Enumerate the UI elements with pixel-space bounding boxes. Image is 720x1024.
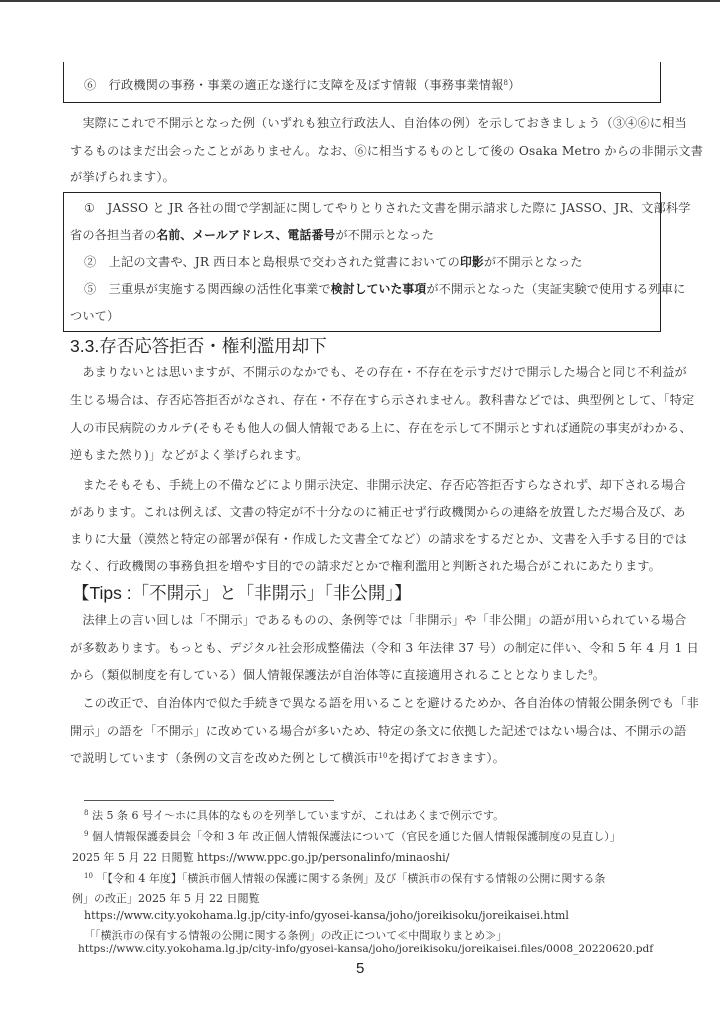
intro-line-2: するものはまだ出会ったことがありません。なお、⑥に相当するものとして後の Osaka Metro からの非開示文書: [70, 144, 704, 158]
example-1-line-1: ① JASSO と JR 各社の間で学割証に関してやりとりされた文書を開示請求した際に JASSO、JR、文部科学: [84, 201, 691, 215]
footnote-10-url-2[interactable]: https://www.city.yokohama.lg.jp/city-info/gyosei-kansa/joho/joreikisoku/joreikaisei.files/0008_20220620.pdf: [78, 943, 654, 955]
footnote-10-line-1: $^{10}$ 「【令和 4 年度】「横浜市個人情報の保護に関する条例」及び「横浜市の保有する情報の公開に関する条: [84, 872, 606, 885]
tips-p2-line-2: 開示」の語を「不開示」に改めている場合が多いため、特定の条文に依拠した記述ではない場合は、不開示の語: [70, 724, 687, 738]
tips-p2-line-1: この改正で、自治体内で似た手続きで異なる語を用いることを避けるためか、各自治体の情報公開条例でも「非: [70, 696, 699, 710]
s33-p2-line-2: があります。これは例えば、文書の特定が不十分なのに補正せず行政機関からの連絡を放置しただ場合及び、あ: [70, 505, 686, 519]
footnote-9-line-2[interactable]: 2025 年 5 月 22 日閲覧 https://www.ppc.go.jp/personalinfo/minaoshi/: [72, 851, 450, 864]
tips-p1-line-1: 法律上の言い回しは「不開示」であるものの、条例等では「非開示」や「非公開」の語が用いられている場合: [70, 613, 687, 627]
exemption-item-6: ⑥ 行政機関の事務・事業の適正な遂行に支障を及ぼす情報（事務事業情報$^8$）: [84, 78, 521, 92]
s33-p1-line-4: 逆もまた然り)」などがよく挙げられます。: [70, 448, 309, 462]
footnote-10-line-4: 「「横浜市の保有する情報の公開に関する条例」の改正について≪中間取りまとめ≫」: [84, 929, 508, 942]
section-heading-3-3: 3.3.存否応答拒否・権利濫用却下: [70, 336, 327, 356]
s33-p1-line-1: あまりないとは思いますが、不開示のなかでも、その存在・不存在を示すだけで開示した場合と同じ不利益が: [70, 365, 687, 379]
footnote-10-line-2: 例」の改正」2025 年 5 月 22 日閲覧: [72, 892, 260, 905]
s33-p1-line-3: 人の市民病院のカルテ(そもそも他人の個人情報である上に、存在を示して不開示とすれば通院の事実がわかる、: [70, 421, 692, 435]
footnote-9-line-1: $^9$ 個人情報保護委員会「令和 3 年 改正個人情報保護法について（官民を通じた個人情報保護制度の見直し）」: [84, 830, 621, 843]
page-top-edge: [0, 0, 720, 2]
s33-p2-line-1: またそもそも、手続上の不備などにより開示決定、非開示決定、存否応答拒否すらなされず、却下される場合: [70, 478, 686, 492]
intro-line-1: 実際にこれで不開示となった例（いずれも独立行政法人、自治体の例）を示しておきましょう（③④⑥に相当: [70, 116, 687, 130]
s33-p2-line-4: なく、行政機関の事務負担を増やす目的での請求だとかで権利濫用と判断された場合がこれにあたります。: [70, 559, 661, 573]
bold-redacted-items: 名前、メールアドレス、電話番号: [156, 228, 336, 242]
example-1-line-2: 省の各担当者の名前、メールアドレス、電話番号が不開示となった: [70, 228, 435, 242]
intro-line-3: が挙げられます）。: [70, 170, 175, 184]
s33-p1-line-2: 生じる場合は、存否応答拒否がなされ、存在・不存在すら示されません。教科書などでは、典型例として、「特定: [70, 393, 695, 407]
example-5-line-2: ついて）: [70, 309, 120, 323]
tips-p2-line-3: で説明しています（条例の文言を改めた例として横浜市$^{10}$を掲げておきます）。: [70, 751, 505, 765]
example-2: ② 上記の文書や、JR 西日本と島根県で交わされた覚書においての印影が不開示となった: [84, 255, 583, 269]
tips-p1-line-3: から（類似制度を有している）個人情報保護法が自治体等に直接適用されることとなりました$^9$。: [70, 668, 606, 682]
tips-heading: 【Tips :「不開示」と「非開示」「非公開」】: [72, 583, 412, 603]
footnote-ref-10[interactable]: 10: [378, 752, 388, 760]
example-5-line-1: ⑤ 三重県が実施する関西線の活性化事業で検討していた事項が不開示となった（実証実験で使用する列車に: [84, 282, 686, 296]
footnote-separator: [84, 800, 334, 801]
s33-p2-line-3: まりに大量（漠然と特定の部署が保有・作成した文書全てなど）の請求をするだとか、文書を入手する目的では: [70, 532, 687, 546]
bold-considered-matters: 検討していた事項: [330, 282, 427, 296]
page-number: 5: [356, 960, 365, 977]
footnote-ref-8[interactable]: 8: [503, 79, 509, 87]
footnote-ref-9[interactable]: 9: [588, 669, 593, 677]
bold-seal-impression: 印影: [459, 255, 484, 269]
footnote-10-url-1[interactable]: https://www.city.yokohama.lg.jp/city-info/gyosei-kansa/joho/joreikisoku/joreikaisei.html: [84, 909, 569, 922]
footnote-8: $^8$ 法 5 条 6 号イ～ホに具体的なものを列挙していますが、これはあくまで例示です。: [84, 809, 505, 822]
tips-p1-line-2: が多数あります。もっとも、デジタル社会形成整備法（令和 3 年法律 37 号）の制定に伴い、令和 5 年 4 月 1 日: [70, 641, 699, 655]
